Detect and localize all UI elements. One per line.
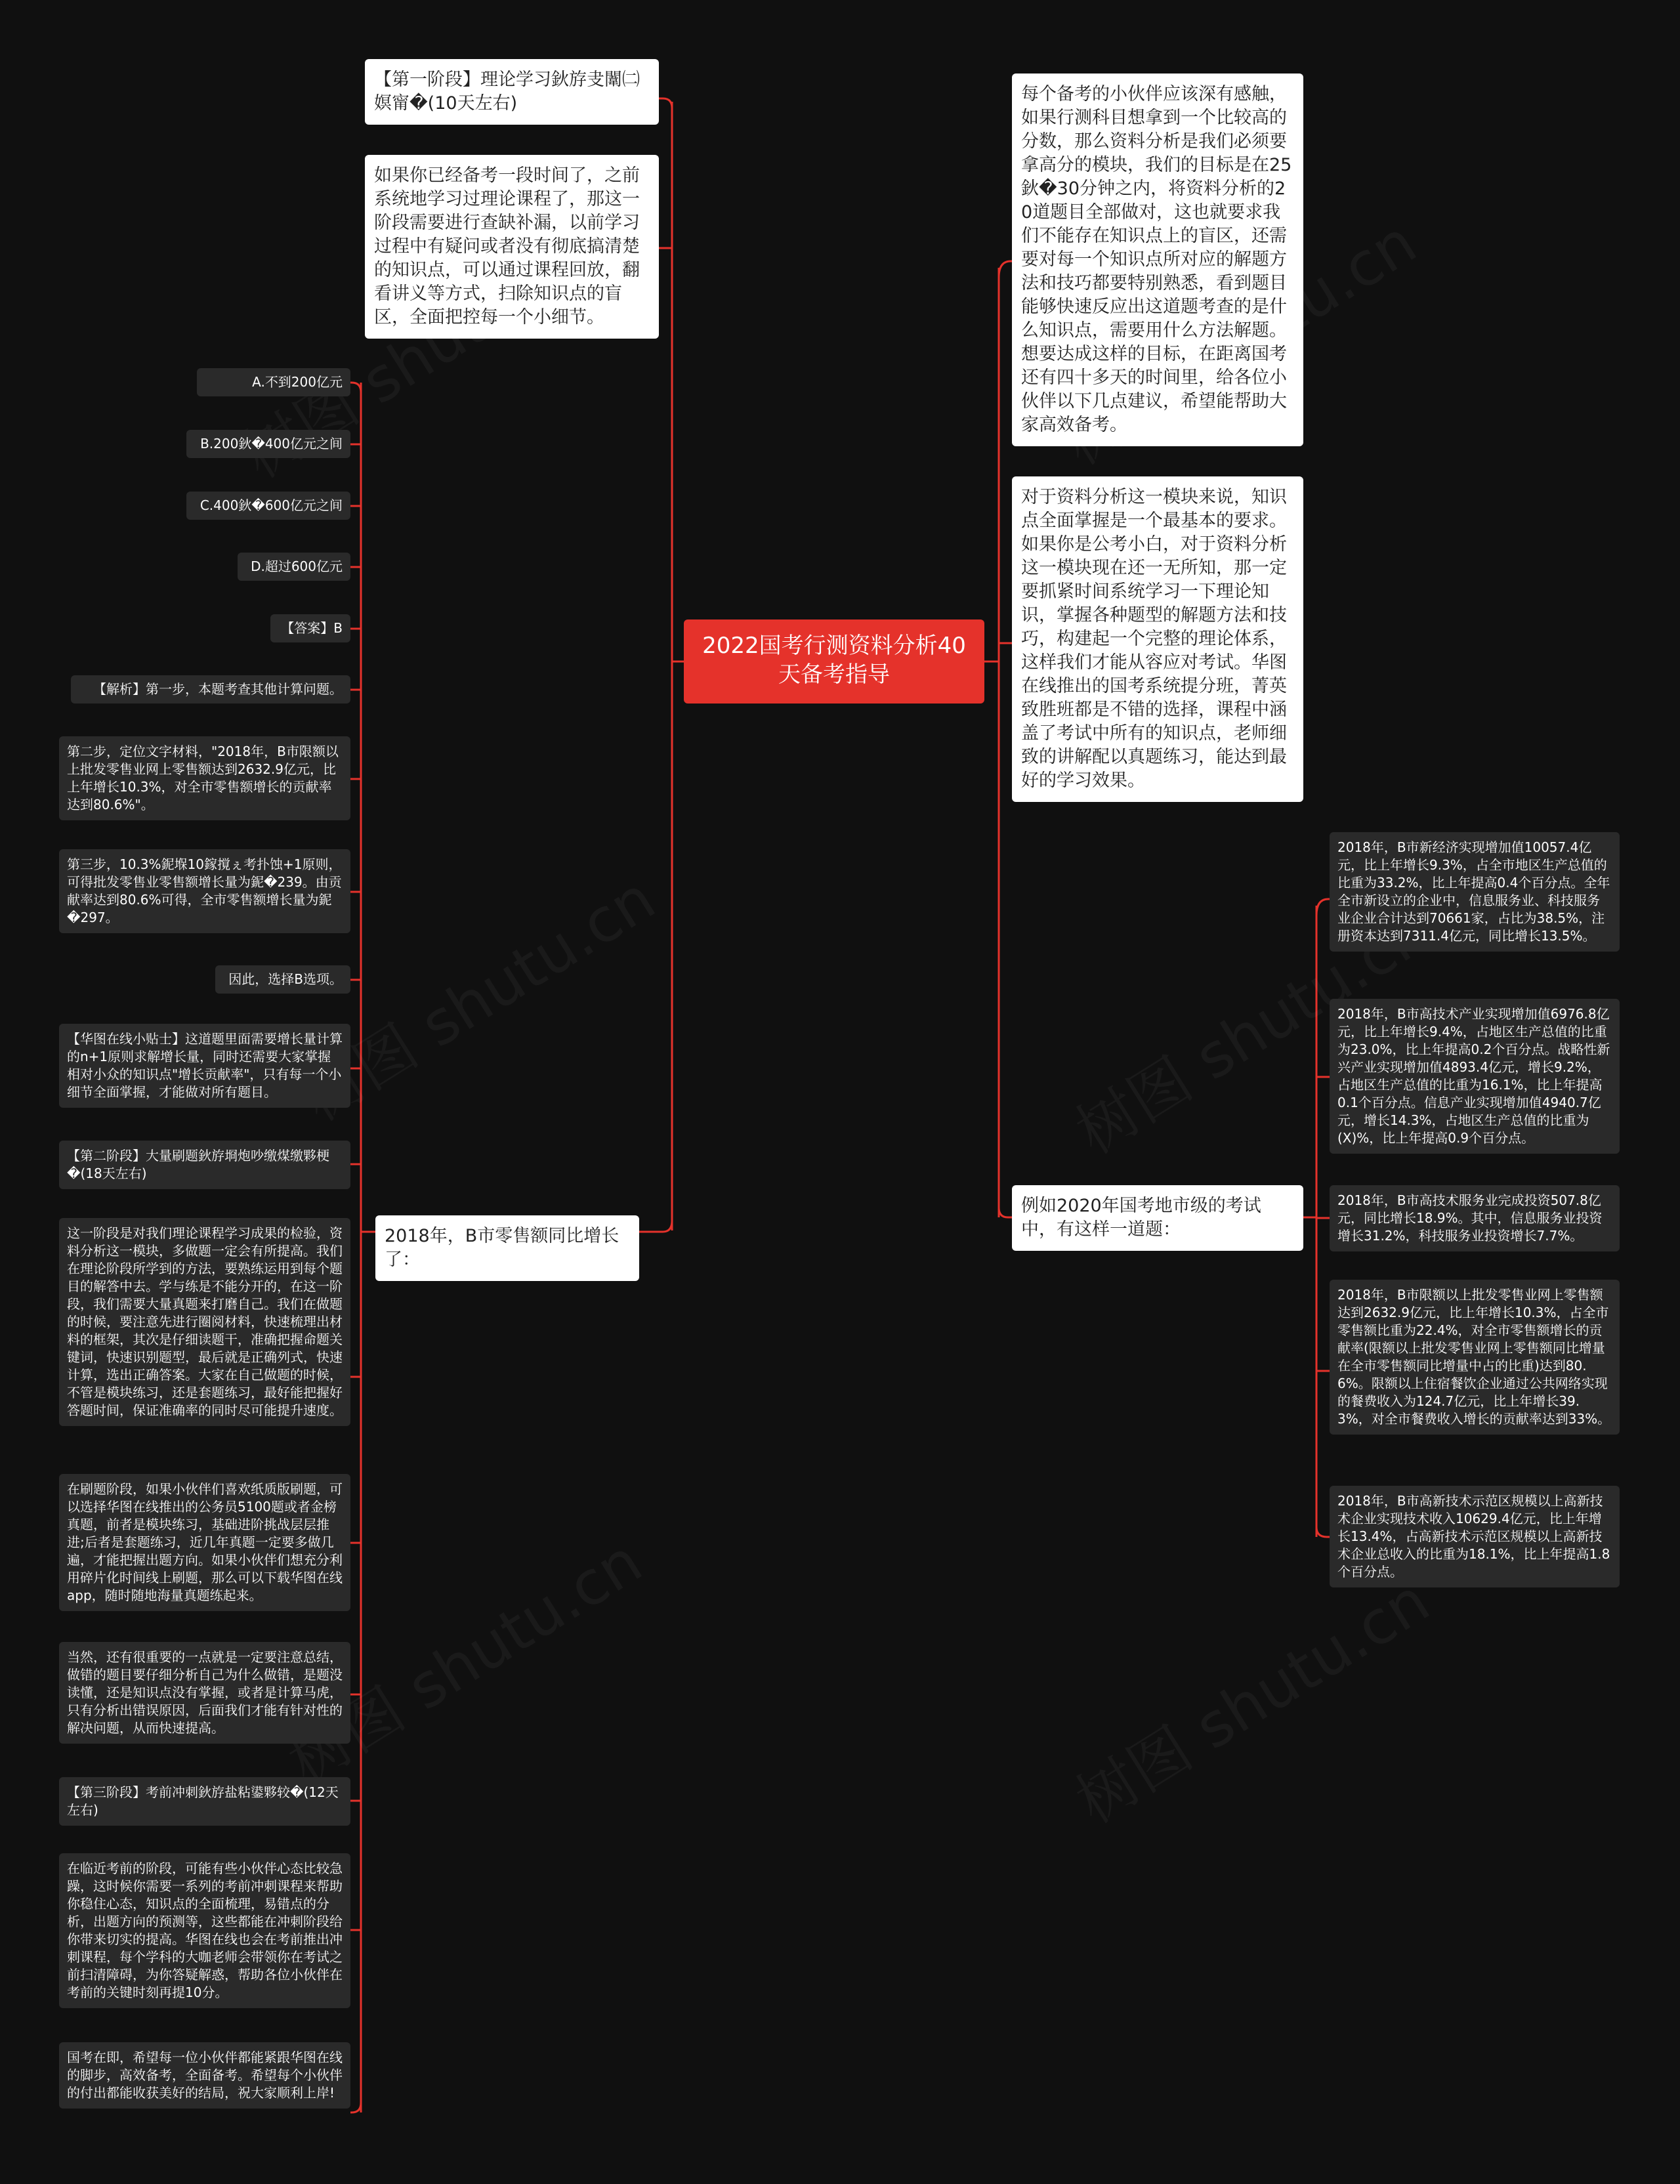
root-topic[interactable]: 2022国考行测资料分析40天备考指导 [684,620,984,704]
stage-one-text[interactable]: 如果你已经备考一段时间了，之前系统地学习过理论课程了，那这一阶段需要进行查缺补漏，以前学习过程中有疑问或者没有彻底搞清楚的知识点，可以通过课程回放，翻看讲义等方式，扫除知识点的盲区，全面把控每一个小细节。 [365,155,659,339]
stage-three-text[interactable]: 在临近考前的阶段，可能有些小伙伴心态比较急躁，这时候你需要一系列的考前冲刺课程来帮助你稳住心态，知识点的全面梳理，易错点的分析，出题方向的预测等，这些都能在冲刺阶段给你带来切实的提高。华图在线也会在考前推出冲刺课程，每个学科的大咖老师会带领你在考试之前扫清障碍，为你答疑解惑，帮助各位小伙伴在考前的关键时刻再提10分。 [59,1853,350,2008]
material-paragraph-4[interactable]: 2018年，B市限额以上批发零售业网上零售额达到2632.9亿元，比上年增长10.3%，占全市零售额比重为22.4%，对全市零售额增长的贡献率(限额以上批发零售业网上零售额同比增量在全市零售额同比增量中占的比重)达到80.6%。限额以上住宿餐饮企业通过公共网络实现的餐费收入为124.7亿元，比上年增长39.3%，对全市餐费收入增长的贡献率达到33%。 [1330,1280,1620,1435]
knowledge-text[interactable]: 对于资料分析这一模块来说，知识点全面掌握是一个最基本的要求。如果你是公考小白，对于资料分析这一模块现在还一无所知，那一定要抓紧时间系统学习一下理论知识，掌握各种题型的解题方法和技巧，构建起一个完整的理论体系，这样我们才能从容应对考试。华图在线推出的国考系统提分班，菁英致胜班都是不错的选择，课程中涵盖了考试中所有的知识点，老师细致的讲解配以真题练习，能达到最好的学习效果。 [1012,476,1303,802]
tip-node[interactable]: 【华图在线小贴士】这道题里面需要增长量计算的n+1原则求解增长量，同时还需要大家掌握相对小众的知识点"增长贡献率"，只有每一个小细节全面掌握，才能做对所有题目。 [59,1024,350,1108]
stage-three-title[interactable]: 【第三阶段】考前冲刺鈥斿盐粘鍙夥较�(12天左右) [59,1777,350,1826]
connector [999,1208,1012,1217]
material-paragraph-3[interactable]: 2018年，B市高技术服务业完成投资507.8亿元，同比增长18.9%。其中，信息服务业投资增长31.2%，科技服务业投资增长7.7%。 [1330,1185,1620,1251]
material-paragraph-5[interactable]: 2018年，B市高新技术示范区规模以上高新技术企业实现技术收入10629.4亿元，比上年增长13.4%，占高新技术示范区规模以上高新技术企业总收入的比重为18.1%，比上年提高1.8个百分点。 [1330,1486,1620,1587]
connector [659,98,672,108]
option-a[interactable]: A.不到200亿元 [197,368,350,396]
practice-text[interactable]: 在刷题阶段，如果小伙伴们喜欢纸质版刷题，可以选择华图在线推出的公务员5100题或者金榜真题，前者是模块练习，基础进阶挑战层层推进;后者是套题练习，近几年真题一定要多做几遍，才能把握出题方向。如果小伙伴们想充分利用碎片化时间线上刷题，那么可以下载华图在线app，随时随地海量真题练起来。 [59,1474,350,1611]
intro-text[interactable]: 每个备考的小伙伴应该深有感触，如果行测科目想拿到一个比较高的分数，那么资料分析是我们必须要拿高分的模块，我们的目标是在25鈥�30分钟之内，将资料分析的20道题目全部做对，这也就要求我们不能存在知识点上的盲区，还需要对每一个知识点所对应的解题方法和技巧都要特别熟悉，看到题目能够快速反应出这道题考查的是什么知识点，需要用什么方法解题。想要达成这样的目标，在距离国考还有四十多天的时间里，给各位小伙伴以下几点建议，希望能帮助大家高效备考。 [1012,74,1303,446]
option-d[interactable]: D.超过600亿元 [238,553,350,581]
material-paragraph-2[interactable]: 2018年，B市高技术产业实现增加值6976.8亿元，比上年增长9.4%，占地区生产总值的比重为23.0%，比上年提高0.2个百分点。战略性新兴产业实现增加值4893.4亿元，增长9.2%，占地区生产总值的比重为16.1%，比上年提高0.1个百分点。信息产业实现增加值4940.7亿元，增长14.3%，占地区生产总值的比重为(X)%，比上年提高0.9个百分点。 [1330,999,1620,1154]
connector [999,261,1012,278]
analysis-conclusion[interactable]: 因此，选择B选项。 [215,965,350,994]
summary-text[interactable]: 当然，还有很重要的一点就是一定要注意总结，做错的题目要仔细分析自己为什么做错，是题没读懂，还是知识点没有掌握，或者是计算马虎，只有分析出错误原因，后面我们才能有针对性的解决问题，从而快速提高。 [59,1642,350,1744]
material-paragraph-1[interactable]: 2018年，B市新经济实现增加值10057.4亿元，比上年增长9.3%，占全市地区生产总值的比重为33.2%，比上年提高0.4个百分点。全年全市新设立的企业中，信息服务业、科技服务业企业合计达到70661家，占比为38.5%，注册资本达到7311.4亿元，同比增长13.5%。 [1330,832,1620,952]
stage-two-title[interactable]: 【第二阶段】大量刷题鈥斿埛炮吵缴煤缴夥梗�(18天左右) [59,1141,350,1189]
question-node[interactable]: 2018年，B市零售额同比增长了： [375,1215,639,1281]
analysis-step-2[interactable]: 第二步，定位文字材料，"2018年，B市限额以上批发零售业网上零售额达到2632.9亿元，比上年增长10.3%，对全市零售额增长的贡献率达到80.6%"。 [59,736,350,820]
connector [1316,1527,1330,1537]
option-c[interactable]: C.400鈥�600亿元之间 [186,492,350,520]
connector [350,2103,361,2112]
answer-node[interactable]: 【答案】B [270,614,350,642]
option-b[interactable]: B.200鈥�400亿元之间 [186,430,350,458]
stage-two-text[interactable]: 这一阶段是对我们理论课程学习成果的检验，资料分析这一模块，多做题一定会有所提高。我们在理论阶段所学到的方法，要熟练运用到每个题目的解答中去。学与练是不能分开的，在这一阶段，我们需要大量真题来打磨自己。我们在做题的时候，要注意先进行圈阅材料，快速梳理出材料的框架，其次是仔细读题干，准确把握命题关键词，快速识别题型，最后就是正确列式，快速计算，选出正确答案。大家在自己做题的时候，不管是模块练习，还是套题练习，最好能把握好答题时间，保证准确率的同时尽可能提升速度。 [59,1218,350,1426]
analysis-step-3[interactable]: 第三步，10.3%鈮堢10鎵撹ぇ考扑蚀+1原则，可得批发零售业零售额增长量为鈮�239。由贡献率达到80.6%可得，全市零售额增长量为鈮�297。 [59,849,350,933]
connector [639,1221,672,1232]
closing-text[interactable]: 国考在即，希望每一位小伙伴都能紧跟华图在线的脚步，高效备考，全面备考。希望每个小伙伴的付出都能收获美好的结局，祝大家顺利上岸! [59,2042,350,2109]
stage-one-title[interactable]: 【第一阶段】理论学习鈥斿叏闈㈡嫇甯�(10天左右) [365,59,659,125]
connector [350,383,361,392]
connector [1316,899,1330,915]
example-intro[interactable]: 例如2020年国考地市级的考试中，有这样一道题： [1012,1185,1303,1251]
analysis-step-1[interactable]: 【解析】第一步，本题考查其他计算问题。 [71,675,350,704]
